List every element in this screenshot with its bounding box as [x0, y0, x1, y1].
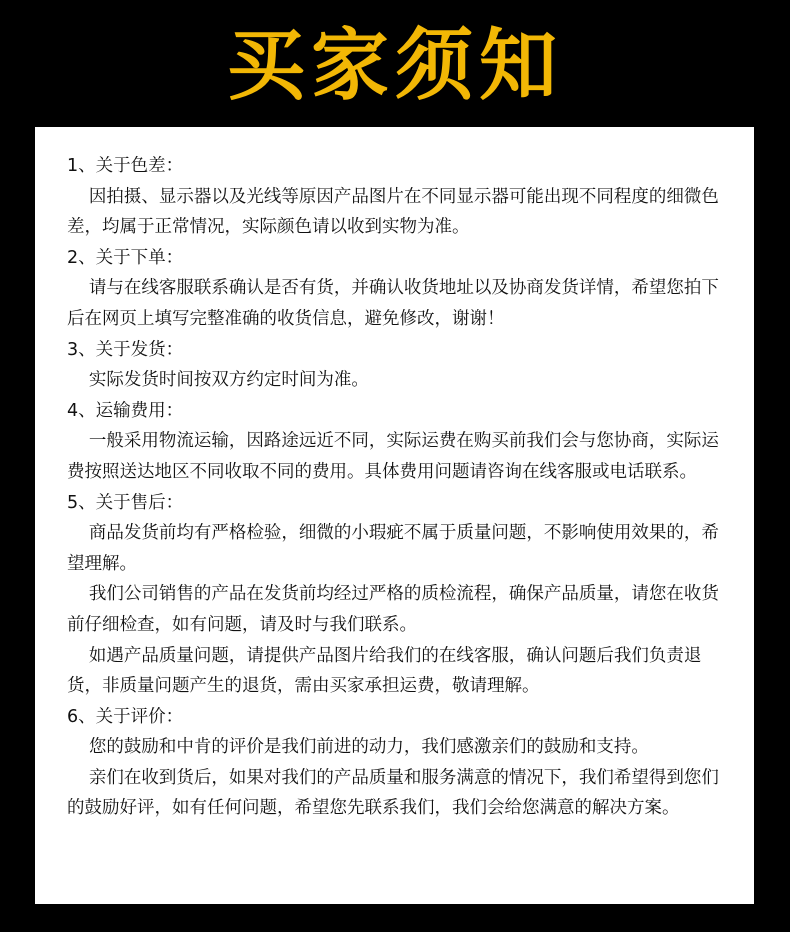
- notice-panel: [35, 127, 754, 904]
- section-5-heading: 5、关于售后：: [67, 492, 184, 513]
- section-5-text-1: 商品发货前均有严格检验，细微的小瑕疵不属于质量问题，不影响使用效果的，希望理解。: [67, 523, 719, 574]
- section-6-text-2: 亲们在收到货后，如果对我们的产品质量和服务满意的情况下，我们希望得到您们的鼓励好评，如有任何问题，希望您先联系我们，我们会给您满意的解决方案。: [67, 767, 719, 819]
- section-5-text-3: 如遇产品质量问题，请提供产品图片给我们的在线客服，确认问题后我们负责退货，非质量问题产生的退货，需由买家承担运费，敬请理解。: [67, 645, 702, 697]
- section-1-text: 因拍摄、显示器以及光线等原因产品图片在不同显示器可能出现不同程度的细微色差，均属于正常情况，实际颜色请以收到实物为准。: [67, 186, 719, 238]
- section-1-heading: 1、关于色差：: [67, 156, 184, 176]
- section-6-heading: 6、关于评价：: [67, 706, 184, 727]
- section-4-heading: 4、运输费用：: [67, 400, 184, 421]
- section-6-text-1: 您的鼓励和中肯的评价是我们前进的动力，我们感激亲们的鼓励和支持。: [88, 737, 649, 758]
- section-3-heading: 3、关于发货：: [67, 339, 184, 360]
- section-3-text: 实际发货时间按双方约定时间为准。: [88, 370, 369, 391]
- section-4-text: 一般采用物流运输，因路途远近不同，实际运费在购买前我们会与您协商，实际运费按照送达地区不同收取不同的费用。具体费用问题请咨询在线客服或电话联系。: [67, 431, 719, 482]
- section-5-text-2: 我们公司销售的产品在发货前均经过严格的质检流程，确保产品质量，请您在收货前仔细检查，如有问题，请及时与我们联系。: [67, 584, 719, 635]
- section-2-text: 请与在线客服联系确认是否有货，并确认收货地址以及协商发货详情，希望您拍下后在网页上填写完整准确的收货信息，避免修改，谢谢！: [67, 278, 719, 329]
- section-2-heading: 2、关于下单：: [67, 247, 184, 268]
- page-title: 买家须知: [226, 21, 563, 111]
